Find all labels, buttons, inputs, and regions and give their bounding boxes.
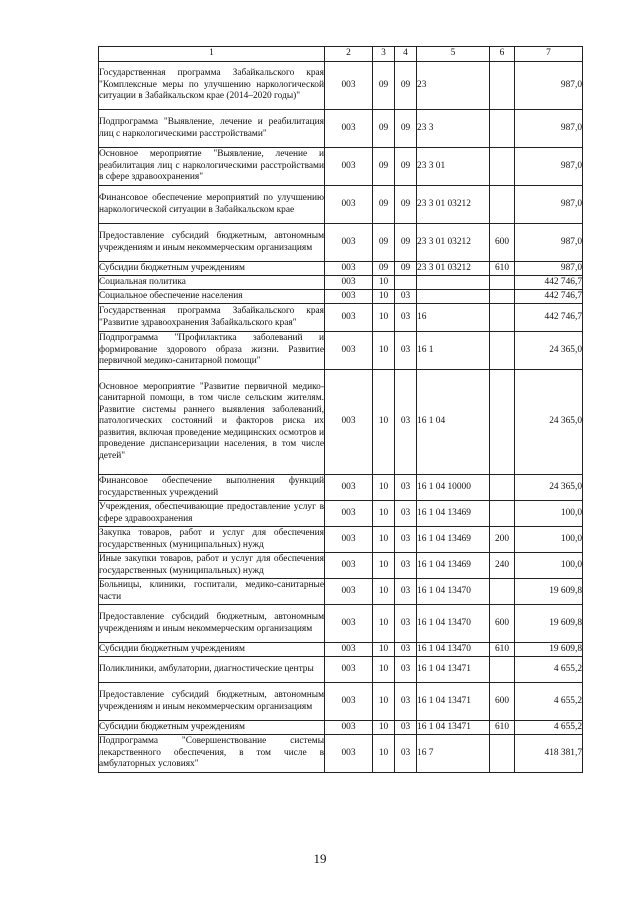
admin-code: 003 [325,721,373,735]
row-name: Социальная политика [99,276,325,290]
admin-code: 003 [325,370,373,475]
amount: 19 609,8 [515,605,583,643]
section-code: 10 [373,721,395,735]
row-name: Основное мероприятие "Развитие первичной медико-санитарной помощи, в том числе сельским жителям. Развитие системы раннего выявления заболеваний, патологических состояний и факторов риска их развития, включая проведение медицинских осмотров и проведение диспансеризации населения, в том числе детей" [99,370,325,475]
amount: 19 609,8 [515,579,583,605]
section-code: 10 [373,683,395,721]
target-article-code: 16 [417,304,490,332]
target-article-code: 16 1 04 13470 [417,579,490,605]
column-header: 2 [325,47,373,62]
amount: 442 746,7 [515,290,583,304]
expense-type-code [490,62,515,110]
amount: 100,0 [515,527,583,553]
subsection-code: 03 [395,501,417,527]
target-article-code: 16 1 04 13469 [417,527,490,553]
amount: 418 381,7 [515,735,583,773]
subsection-code: 09 [395,148,417,186]
subsection-code: 03 [395,527,417,553]
expense-type-code [490,110,515,148]
target-article-code: 16 1 04 13470 [417,643,490,657]
amount: 4 655,2 [515,683,583,721]
amount: 24 365,0 [515,332,583,370]
row-name: Основное мероприятие "Выявление, лечение и реабилитация лиц с наркологическими расстройствами в сфере здравоохранения" [99,148,325,186]
expense-type-code [490,304,515,332]
amount: 987,0 [515,110,583,148]
table-body [99,62,583,773]
subsection-code: 03 [395,657,417,683]
table-row [99,501,583,527]
table-row [99,186,583,224]
section-code: 10 [373,304,395,332]
expense-type-code [490,501,515,527]
column-header: 7 [515,47,583,62]
amount: 987,0 [515,262,583,276]
subsection-code: 09 [395,224,417,262]
section-code: 10 [373,735,395,773]
target-article-code: 23 3 01 [417,148,490,186]
expense-type-code: 610 [490,262,515,276]
expense-type-code: 600 [490,224,515,262]
row-name: Закупка товаров, работ и услуг для обеспечения государственных (муниципальных) нужд [99,527,325,553]
table-row [99,110,583,148]
section-code: 09 [373,186,395,224]
row-name: Предоставление субсидий бюджетным, автономным учреждениям и иным некоммерческим организациям [99,605,325,643]
subsection-code: 03 [395,721,417,735]
admin-code: 003 [325,304,373,332]
table-row [99,332,583,370]
subsection-code: 03 [395,579,417,605]
subsection-code [395,276,417,290]
admin-code: 003 [325,186,373,224]
column-header: 6 [490,47,515,62]
row-name: Субсидии бюджетным учреждениям [99,262,325,276]
row-name: Государственная программа Забайкальского края "Комплексные меры по улучшению наркологической ситуации в Забайкальском крае (2014–2020 годы)" [99,62,325,110]
row-name: Субсидии бюджетным учреждениям [99,643,325,657]
table-row [99,370,583,475]
admin-code: 003 [325,475,373,501]
budget-table [98,46,583,773]
subsection-code: 03 [395,290,417,304]
section-code: 10 [373,475,395,501]
row-name: Предоставление субсидий бюджетным, автономным учреждениям и иным некоммерческим организациям [99,224,325,262]
admin-code: 003 [325,643,373,657]
target-article-code: 16 1 04 13471 [417,657,490,683]
page-number: 19 [313,851,327,866]
amount: 987,0 [515,148,583,186]
row-name: Подпрограмма "Совершенствование системы лекарственного обеспечения, в том числе в амбулаторных условиях" [99,735,325,773]
subsection-code: 03 [395,553,417,579]
target-article-code: 16 1 04 13469 [417,553,490,579]
table-row [99,553,583,579]
subsection-code: 03 [395,332,417,370]
admin-code: 003 [325,262,373,276]
admin-code: 003 [325,148,373,186]
amount: 19 609,8 [515,643,583,657]
target-article-code: 16 1 04 [417,370,490,475]
row-name: Субсидии бюджетным учреждениям [99,721,325,735]
admin-code: 003 [325,224,373,262]
admin-code: 003 [325,735,373,773]
section-code: 09 [373,224,395,262]
admin-code: 003 [325,276,373,290]
table-row [99,579,583,605]
admin-code: 003 [325,579,373,605]
subsection-code: 03 [395,605,417,643]
target-article-code: 16 7 [417,735,490,773]
target-article-code: 16 1 04 13470 [417,605,490,643]
expense-type-code [490,370,515,475]
expense-type-code [490,186,515,224]
admin-code: 003 [325,553,373,579]
target-article-code: 16 1 [417,332,490,370]
admin-code: 003 [325,332,373,370]
column-number-header-row [99,47,583,62]
subsection-code: 03 [395,735,417,773]
table-row [99,657,583,683]
expense-type-code: 610 [490,643,515,657]
row-name: Финансовое обеспечение мероприятий по улучшению наркологической ситуации в Забайкальском крае [99,186,325,224]
section-code: 10 [373,643,395,657]
row-name: Подпрограмма "Выявление, лечение и реабилитация лиц с наркологическими расстройствами" [99,110,325,148]
amount: 4 655,2 [515,657,583,683]
row-name: Учреждения, обеспечивающие предоставление услуг в сфере здравоохранения [99,501,325,527]
column-header: 1 [99,47,325,62]
subsection-code: 03 [395,643,417,657]
subsection-code: 03 [395,683,417,721]
table-row [99,148,583,186]
section-code: 10 [373,276,395,290]
table-row [99,643,583,657]
target-article-code [417,276,490,290]
amount: 442 746,7 [515,276,583,290]
subsection-code: 03 [395,475,417,501]
subsection-code: 09 [395,186,417,224]
row-name: Государственная программа Забайкальского края "Развитие здравоохранения Забайкальского края" [99,304,325,332]
row-name: Подпрограмма "Профилактика заболеваний и формирование здорового образа жизни. Развитие первичной медико-санитарной помощи" [99,332,325,370]
admin-code: 003 [325,527,373,553]
admin-code: 003 [325,683,373,721]
table-row [99,683,583,721]
table-row [99,62,583,110]
section-code: 10 [373,527,395,553]
subsection-code: 09 [395,110,417,148]
target-article-code: 16 1 04 10000 [417,475,490,501]
amount: 987,0 [515,186,583,224]
expense-type-code: 600 [490,605,515,643]
target-article-code: 23 3 01 03212 [417,262,490,276]
column-header: 3 [373,47,395,62]
table-row [99,527,583,553]
table-row [99,276,583,290]
admin-code: 003 [325,290,373,304]
admin-code: 003 [325,657,373,683]
table-row [99,262,583,276]
section-code: 10 [373,579,395,605]
amount: 4 655,2 [515,721,583,735]
subsection-code: 09 [395,262,417,276]
expense-type-code [490,148,515,186]
table-row [99,735,583,773]
amount: 24 365,0 [515,370,583,475]
table-row [99,605,583,643]
expense-type-code [490,276,515,290]
section-code: 10 [373,332,395,370]
admin-code: 003 [325,501,373,527]
column-header: 4 [395,47,417,62]
subsection-code: 09 [395,62,417,110]
section-code: 10 [373,370,395,475]
target-article-code: 23 3 01 03212 [417,186,490,224]
expense-type-code [490,735,515,773]
row-name: Больницы, клиники, госпитали, медико-санитарные части [99,579,325,605]
section-code: 10 [373,605,395,643]
admin-code: 003 [325,605,373,643]
amount: 987,0 [515,62,583,110]
amount: 987,0 [515,224,583,262]
amount: 442 746,7 [515,304,583,332]
row-name: Предоставление субсидий бюджетным, автономным учреждениям и иным некоммерческим организациям [99,683,325,721]
target-article-code: 16 1 04 13469 [417,501,490,527]
expense-type-code [490,290,515,304]
target-article-code: 23 3 01 03212 [417,224,490,262]
column-header: 5 [417,47,490,62]
row-name: Поликлиники, амбулатории, диагностические центры [99,657,325,683]
expense-type-code: 240 [490,553,515,579]
expense-type-code: 200 [490,527,515,553]
target-article-code: 16 1 04 13471 [417,721,490,735]
admin-code: 003 [325,62,373,110]
section-code: 09 [373,62,395,110]
table-row [99,290,583,304]
subsection-code: 03 [395,304,417,332]
subsection-code: 03 [395,370,417,475]
section-code: 10 [373,553,395,579]
table-row [99,224,583,262]
expense-type-code [490,579,515,605]
expense-type-code [490,332,515,370]
amount: 100,0 [515,553,583,579]
section-code: 10 [373,501,395,527]
row-name: Иные закупки товаров, работ и услуг для обеспечения государственных (муниципальных) нужд [99,553,325,579]
table-row [99,475,583,501]
target-article-code: 23 3 [417,110,490,148]
section-code: 09 [373,110,395,148]
row-name: Финансовое обеспечение выполнения функций государственных учреждений [99,475,325,501]
admin-code: 003 [325,110,373,148]
target-article-code: 16 1 04 13471 [417,683,490,721]
section-code: 09 [373,262,395,276]
expense-type-code: 610 [490,721,515,735]
table-row [99,304,583,332]
target-article-code: 23 [417,62,490,110]
expense-type-code [490,657,515,683]
table-row [99,721,583,735]
section-code: 10 [373,657,395,683]
expense-type-code [490,475,515,501]
amount: 100,0 [515,501,583,527]
target-article-code [417,290,490,304]
section-code: 09 [373,148,395,186]
expense-type-code: 600 [490,683,515,721]
amount: 24 365,0 [515,475,583,501]
section-code: 10 [373,290,395,304]
row-name: Социальное обеспечение населения [99,290,325,304]
